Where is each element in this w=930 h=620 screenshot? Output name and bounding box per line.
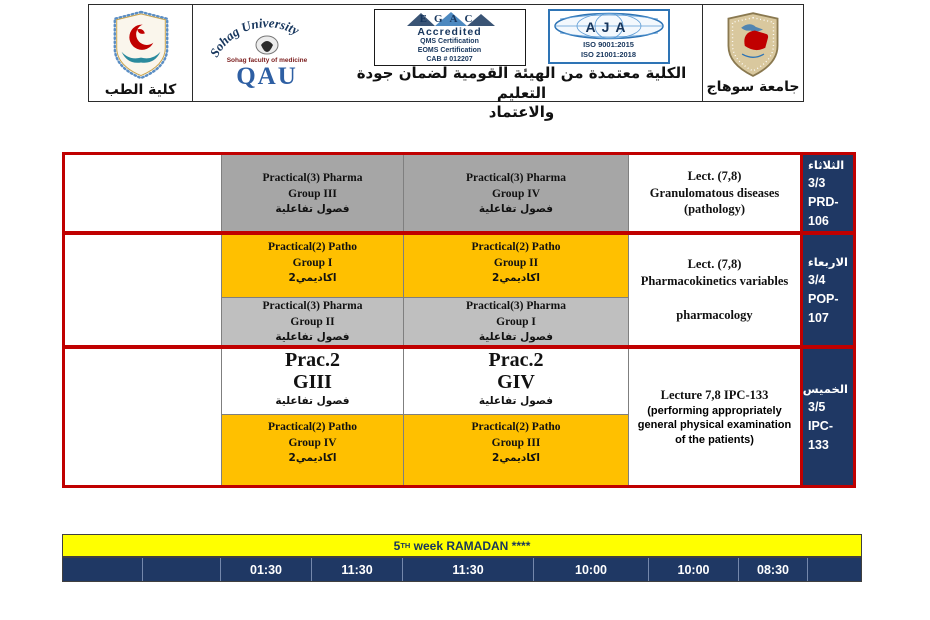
session-group: Group IV [288, 437, 337, 450]
empty-cell [65, 155, 222, 231]
time-cell: 10:00 [534, 558, 649, 581]
session-title: Practical(2) Patho [471, 421, 561, 433]
session-cell-split [404, 235, 629, 345]
egac-line: EOMS Certification [417, 46, 482, 54]
session-title: Practical(2) Patho [267, 241, 358, 253]
day-room: POP- [808, 291, 839, 306]
session-subcell [404, 415, 628, 485]
faculty-label: كلية الطب [104, 81, 177, 98]
week-number: 5 [393, 538, 401, 553]
session-title: Practical(3) Pharma [262, 300, 363, 313]
day-room: IPC- [808, 418, 833, 433]
day-cell [803, 235, 853, 345]
lecture-cell [629, 235, 803, 345]
session-title: Practical(3) Pharma [466, 171, 566, 184]
day-date: 3/3 [808, 176, 826, 191]
session-mode: فصول تفاعلية [275, 331, 350, 344]
accreditation-caption-line2: والاعتماد [488, 103, 555, 121]
lecture-line: (pathology) [683, 202, 746, 217]
session-title: Practical(2) Patho [267, 421, 358, 433]
time-cell [143, 558, 221, 581]
university-label: جامعة سوهاج [706, 79, 800, 95]
day-name: الخميس [802, 381, 848, 396]
session-mode: فصول تفاعلية [478, 202, 554, 215]
time-cell: 08:30 [739, 558, 808, 581]
qau-subtext: Sohag faculty of medicine [226, 57, 308, 64]
session-title: Practical(2) Patho [471, 241, 561, 253]
session-title: Practical(3) Pharma [262, 171, 363, 184]
egac-logo [374, 9, 526, 66]
lecture-cell [629, 349, 803, 485]
session-group: Group II [493, 257, 539, 270]
table-row-wednesday [65, 235, 853, 349]
lecture-line: (performing appropriately general physical examination of the patients) [637, 404, 792, 446]
university-logo-cell [703, 5, 803, 101]
session-cell-split [222, 235, 404, 345]
session-subcell [222, 235, 403, 298]
session-group: Group IV [491, 187, 541, 200]
qau-logo-icon [193, 16, 341, 90]
header-certs-and-caption [341, 5, 702, 121]
accreditation-caption [341, 64, 702, 123]
lecture-line: Lect. (7,8) [687, 257, 742, 272]
egac-name: EGAC [419, 13, 480, 25]
empty-cell [65, 235, 222, 345]
time-cell [63, 558, 143, 581]
aja-logo [548, 9, 670, 64]
empty-cell [65, 349, 222, 485]
header-center-cell [193, 5, 703, 121]
session-mode: فصول تفاعلية [478, 331, 554, 344]
day-room: 106 [808, 213, 829, 228]
sohag-university-logo-icon [723, 11, 783, 79]
session-group: Group I [496, 316, 536, 329]
egac-line: QMS Certification [420, 38, 479, 45]
aja-iso-line: ISO 9001:2015 [583, 40, 634, 49]
session-title: Prac.2 [285, 349, 340, 371]
document-header [88, 4, 804, 121]
session-mode: اكاديمي2 [288, 272, 337, 285]
lecture-line: Pharmacokinetics variables [640, 274, 789, 289]
svg-text:Sohag University [207, 16, 302, 60]
faculty-of-medicine-logo-icon [107, 9, 175, 81]
session-group: Group I [292, 257, 333, 270]
session-group: Group III [288, 187, 337, 200]
faculty-logo-cell [89, 5, 193, 101]
session-group: Group III [491, 437, 541, 450]
qau-logo [193, 5, 341, 101]
session-group: GIII [293, 371, 332, 394]
time-cell: 11:30 [403, 558, 534, 581]
session-subcell [404, 349, 628, 415]
lecture-cell [629, 155, 803, 231]
aja-globe-wrap [552, 12, 666, 40]
table-row-thursday [65, 349, 853, 485]
day-room: 133 [808, 437, 829, 452]
qau-arc-text: Sohag University [206, 16, 302, 60]
session-subcell [404, 298, 628, 345]
session-mode: فصول تفاعلية [478, 394, 554, 407]
egac-accredited: Accredited [417, 26, 482, 38]
session-cell-split [222, 349, 404, 485]
day-date: 3/4 [808, 273, 826, 288]
aja-iso-line: ISO 21001:2018 [580, 49, 637, 59]
table-row-tuesday [65, 155, 853, 235]
session-mode: فصول تفاعلية [275, 202, 350, 215]
session-mode: اكاديمي2 [492, 452, 540, 465]
week-text: week RAMADAN **** [410, 538, 531, 553]
egac-line: CAB # 012207 [426, 55, 473, 63]
session-mode: اكاديمي2 [492, 272, 540, 285]
certification-logos-row [374, 9, 670, 61]
lecture-line: pharmacology [676, 307, 753, 322]
day-cell [803, 155, 853, 231]
session-mode: اكاديمي2 [288, 452, 337, 465]
session-cell-split [404, 349, 629, 485]
session-cell [222, 155, 404, 231]
session-subcell [404, 235, 628, 298]
session-cell [404, 155, 629, 231]
time-cell [808, 558, 861, 581]
day-room: 107 [808, 310, 829, 325]
day-name: الثلاثاء [808, 157, 845, 172]
session-title: Practical(3) Pharma [466, 300, 566, 313]
time-cell: 11:30 [312, 558, 403, 581]
day-date: 3/5 [808, 400, 826, 415]
day-room: PRD- [808, 194, 839, 209]
time-cell: 01:30 [221, 558, 312, 581]
times-row [62, 557, 862, 582]
day-name: الاربعاء [807, 254, 848, 269]
qau-acronym: QAU [236, 63, 298, 90]
session-subcell [222, 415, 403, 485]
session-subcell [222, 349, 403, 415]
egac-mark [377, 11, 523, 27]
lecture-line: Lect. (7,8) [687, 168, 742, 183]
day-cell [803, 349, 853, 485]
time-cell: 10:00 [649, 558, 739, 581]
lecture-line: Granulomatous diseases [649, 185, 780, 200]
accreditation-caption-line1: الكلية معتمدة من الهيئة القومية لضمان جودة التعليم [356, 64, 687, 102]
aja-name: AJA [585, 19, 632, 35]
session-mode: فصول تفاعلية [275, 394, 350, 407]
session-group: GIV [497, 371, 535, 394]
session-group: Group II [290, 316, 335, 329]
week-banner [62, 534, 862, 557]
week-ordinal: TH [400, 541, 411, 550]
session-subcell [222, 298, 403, 345]
lecture-line: Lecture 7,8 IPC-133 [660, 388, 769, 403]
weekly-timetable [62, 152, 856, 488]
session-title: Prac.2 [488, 349, 544, 371]
